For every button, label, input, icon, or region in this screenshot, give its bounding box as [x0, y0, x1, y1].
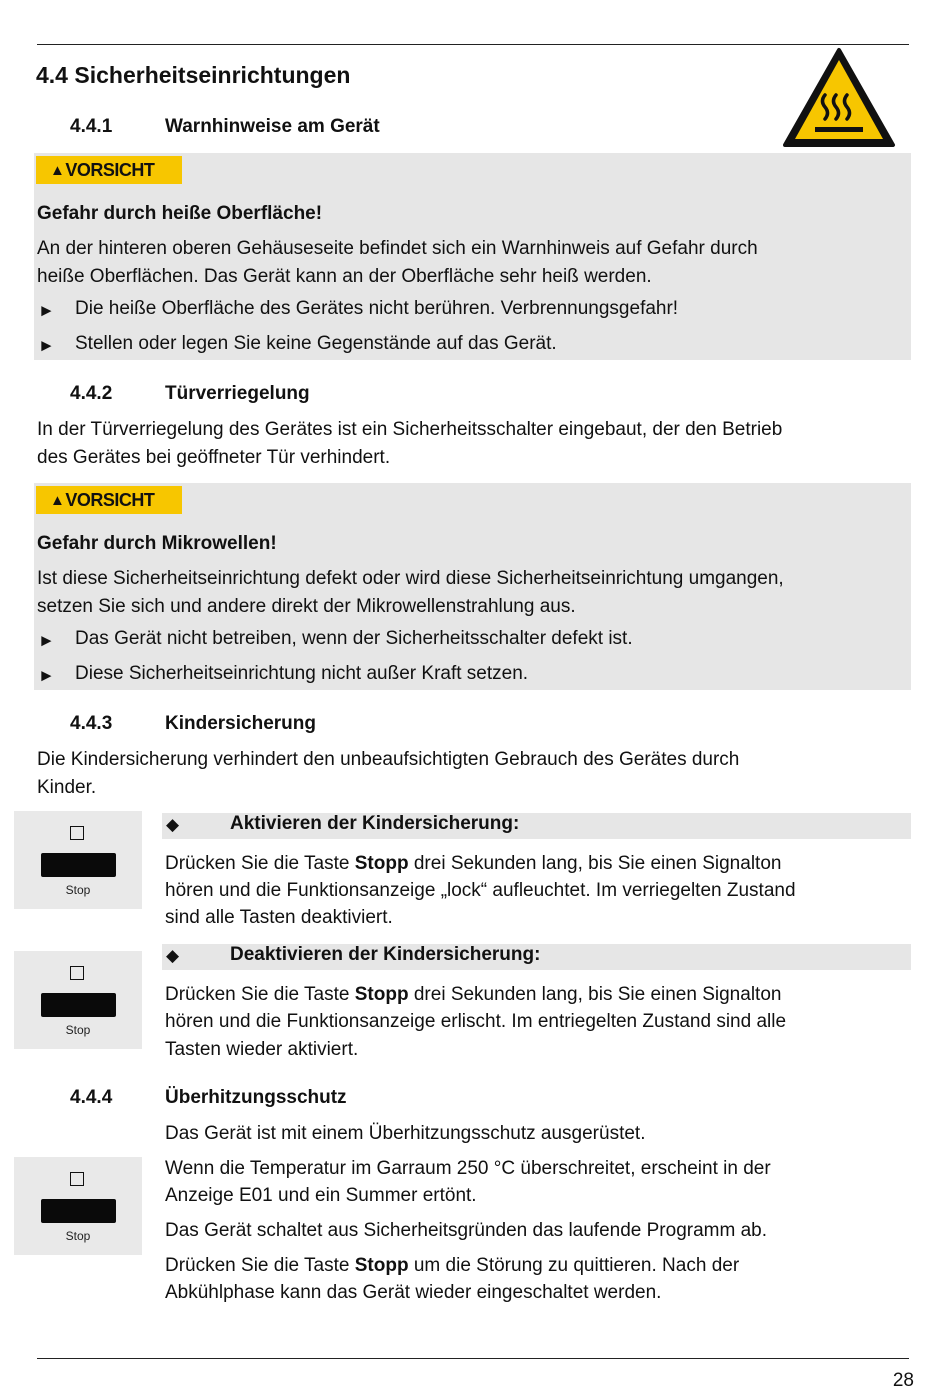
stop-key-label: Stop: [65, 1229, 91, 1243]
section-heading: [36, 62, 350, 89]
paragraph-line: Das Gerät ist mit einem Überhitzungsschutz ausgerüstet.: [165, 1123, 646, 1144]
paragraph-line: Das Gerät schaltet aus Sicherheitsgründen das laufende Programm ab.: [165, 1220, 767, 1241]
step-title-deactivate: Deaktivieren der Kindersicherung:: [230, 944, 541, 965]
subsection-title-443: Kindersicherung: [165, 713, 316, 734]
section-number: 4.4: [36, 62, 68, 88]
key-name-stopp: Stopp: [354, 1255, 409, 1276]
section-title: Sicherheitseinrichtungen: [74, 62, 351, 88]
bottom-rule: [37, 1358, 909, 1359]
warning-triangle-icon: ▲: [50, 491, 65, 509]
hot-surface-warning-icon: [782, 47, 896, 149]
hazard-text-line2: setzen Sie sich und andere direkt der Mikrowellenstrahlung aus.: [37, 596, 576, 617]
caution-label: ▲ VORSICHT: [36, 156, 182, 184]
paragraph-line: Anzeige E01 und ein Summer ertönt.: [165, 1185, 477, 1206]
warning-triangle-icon: ▲: [50, 161, 65, 179]
indicator-square-icon: [70, 966, 84, 980]
paragraph-line: Drücken Sie die Taste Stopp um die Störung zu quittieren. Nach der: [165, 1255, 740, 1276]
diamond-bullet-icon: ◆: [166, 946, 180, 965]
bullet-arrow-icon: ►: [38, 301, 55, 320]
top-rule: [37, 44, 909, 45]
subsection-title-441: Warnhinweise am Gerät: [165, 116, 380, 137]
stop-key-label: Stop: [65, 1023, 91, 1037]
stop-key-label: Stop: [65, 883, 91, 897]
paragraph-line: des Gerätes bei geöffneter Tür verhindert.: [37, 447, 391, 468]
paragraph-line: Kinder.: [37, 777, 97, 798]
page-number: 28: [892, 1370, 914, 1391]
bullet-item: Die heiße Oberfläche des Gerätes nicht berühren. Verbrennungsgefahr!: [75, 298, 679, 319]
paragraph-line: In der Türverriegelung des Gerätes ist ein Sicherheitsschalter eingebaut, der den Betrieb: [37, 419, 783, 440]
stop-key-illustration: [14, 1157, 142, 1255]
subsection-number-444: 4.4.4: [70, 1087, 113, 1108]
step-text-line3: sind alle Tasten deaktiviert.: [165, 907, 393, 928]
bullet-item: Stellen oder legen Sie keine Gegenstände auf das Gerät.: [75, 333, 557, 354]
hazard-text-line2: heiße Oberflächen. Das Gerät kann an der Oberfläche sehr heiß werden.: [37, 266, 652, 287]
stop-key-illustration: [14, 811, 142, 909]
subsection-number-441: 4.4.1: [70, 116, 113, 137]
step-text-line1: Drücken Sie die Taste Stopp drei Sekunden lang, bis Sie einen Signalton: [165, 984, 782, 1005]
caution-label: ▲ VORSICHT: [36, 486, 182, 514]
stop-key-icon: [41, 853, 116, 877]
bullet-item: Das Gerät nicht betreiben, wenn der Sicherheitsschalter defekt ist.: [75, 628, 633, 649]
subsection-title-444: Überhitzungsschutz: [165, 1087, 347, 1108]
step-text-line2: hören und die Funktionsanzeige „lock“ aufleuchtet. Im verriegelten Zustand: [165, 880, 796, 901]
step-text-line2: hören und die Funktionsanzeige erlischt. Im entriegelten Zustand sind alle: [165, 1011, 787, 1032]
key-name-stopp: Stopp: [354, 853, 409, 874]
bullet-arrow-icon: ►: [38, 336, 55, 355]
step-title-activate: Aktivieren der Kindersicherung:: [230, 813, 520, 834]
paragraph-line: Die Kindersicherung verhindert den unbeaufsichtigten Gebrauch des Gerätes durch: [37, 749, 740, 770]
hazard-title: Gefahr durch Mikrowellen!: [37, 533, 277, 554]
indicator-square-icon: [70, 1172, 84, 1186]
subsection-number-443: 4.4.3: [70, 713, 113, 734]
hazard-text-line1: Ist diese Sicherheitseinrichtung defekt oder wird diese Sicherheitseinrichtung umgangen,: [37, 568, 784, 589]
indicator-square-icon: [70, 826, 84, 840]
stop-key-illustration: [14, 951, 142, 1049]
stop-key-icon: [41, 993, 116, 1017]
step-text-line3: Tasten wieder aktiviert.: [165, 1039, 359, 1060]
stop-key-icon: [41, 1199, 116, 1223]
hazard-text-line1: An der hinteren oberen Gehäuseseite befindet sich ein Warnhinweis auf Gefahr durch: [37, 238, 758, 259]
bullet-arrow-icon: ►: [38, 666, 55, 685]
bullet-item: Diese Sicherheitseinrichtung nicht außer Kraft setzen.: [75, 663, 529, 684]
hazard-title: Gefahr durch heiße Oberfläche!: [37, 203, 323, 224]
key-name-stopp: Stopp: [354, 984, 409, 1005]
bullet-arrow-icon: ►: [38, 631, 55, 650]
paragraph-line: Wenn die Temperatur im Garraum 250 °C überschreitet, erscheint in der: [165, 1158, 771, 1179]
diamond-bullet-icon: ◆: [166, 815, 180, 834]
paragraph-line: Abkühlphase kann das Gerät wieder eingeschaltet werden.: [165, 1282, 662, 1303]
subsection-number-442: 4.4.2: [70, 383, 113, 404]
step-text-line1: Drücken Sie die Taste Stopp drei Sekunden lang, bis Sie einen Signalton: [165, 853, 782, 874]
subsection-title-442: Türverriegelung: [165, 383, 310, 404]
